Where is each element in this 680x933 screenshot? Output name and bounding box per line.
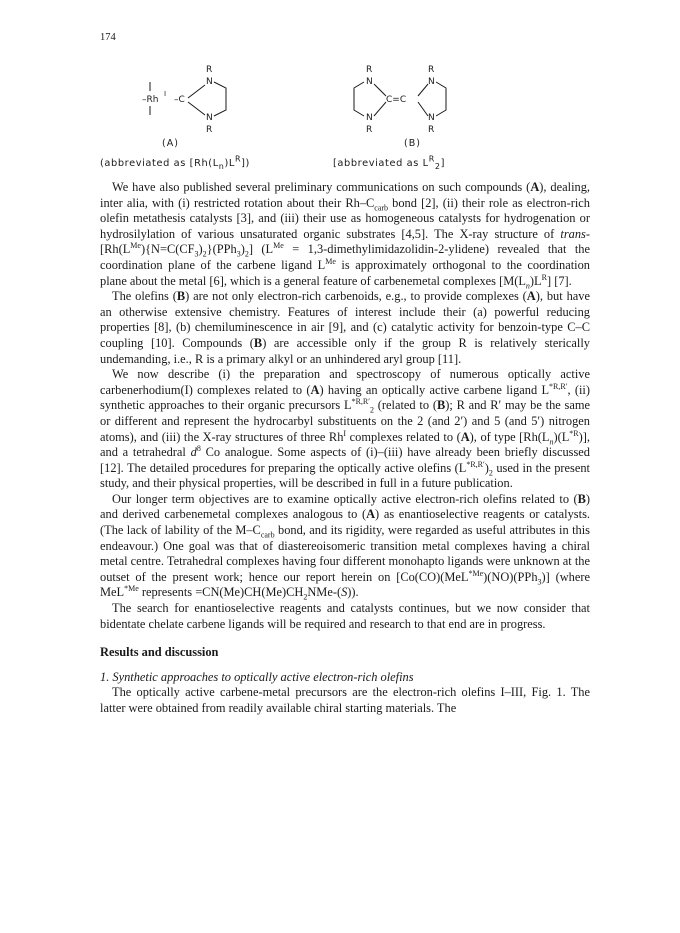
structure-a-abbreviation: (abbreviated as $[Rh(L_n)L^R]$) [100, 154, 250, 171]
paragraph-olefins: The olefins (B) are not only electron-rich carbenoids, e.g., to provide complexes (A), but have an otherwise extensive chemistry. Features of interest include their (a) powerful reducing properties [8], (b) chemiluminescence in air [9], and (c) catalytic activity for benzoin-type C–C coupling [10]. Compounds (B) are accessible only if the group R is relatively sterically undemanding, i.e., R is a primary alkyl or an unhindered aryl group [11]. [100, 289, 590, 366]
bond-b-c-n4 [418, 102, 428, 116]
bond-a-c-n-top [188, 85, 205, 98]
atom-b-c-eq-c: C=C [386, 95, 407, 105]
bond-a-ring-back [214, 82, 226, 116]
paragraph-objectives: Our longer term objectives are to examine optically active electron-rich olefins related to (B) and derived carbenemetal complexes analogous to (A) as enantioselective reagents or catalysts. (The lack of lability of the $M-C_{carb}$ bond, and its rigidity, were regarded as useful attributes in this endeavour.) One goal was that of diastereoisomeric transition metal complexes having a chiral metal centre. Tetrahedral complexes having four different monohapto ligands were unknown at the outset of the present work; hence our report herein on [Co(CO)(MeL$^{*Me}$)(NO)(PPh$_3$)] (where MeL$^{*Me}$ represents $=CN(Me)CH(Me)CH_2NMe-(S)$). [100, 491, 590, 602]
paragraph-search: The search for enantioselective reagents and catalysts continues, but we now consider that bidentate chelate carbene ligands will be required and research to that end are in progress. [100, 601, 590, 631]
bond-b-left-ring [354, 82, 364, 116]
structure-b-label: (B) [404, 138, 421, 149]
subsection-heading: 1. Synthetic approaches to optically active electron-rich olefins [100, 669, 414, 684]
atom-a-rh-ox: I [164, 90, 167, 98]
section-heading: Results and discussion [100, 645, 219, 660]
atom-b-n4: N [428, 113, 435, 123]
atom-a-c: –C [174, 95, 185, 105]
atom-a-rh: –Rh [142, 95, 159, 105]
atom-b-n3: N [366, 113, 373, 123]
page-number: 174 [100, 32, 116, 43]
bond-b-n1-c [374, 84, 386, 96]
bond-a-c-n-bottom [188, 102, 205, 115]
atom-b-n2: N [428, 77, 435, 87]
paragraph-present-work: We now describe (i) the preparation and spectroscopy of numerous optically active carbenerhodium(I) complexes related to (A) having an optically active carbene ligand $L^{*R,R'}$, (ii) synthetic approaches to their organic precursors $L^{*R,R'}_2$ (related to (B); R and R′ may be the same or different and represent the hydrocarbyl substituents on the 2 (and 2′) and 5 (and 5′) nitrogen atoms), and (iii) the X-ray structures of three $Rh^I$ complexes related to (A), of type $[Rh(L_n)(L^{*R})]$, and a tetrahedral $d^8$ Co analogue. Some aspects of (i)–(iii) have already been briefly discussed [12]. The detailed procedures for preparing the optically active olefins $(L^{*R,R'})_2$ used in the present study, and their physical properties, will be described in full in a future publication. [100, 367, 590, 491]
atom-b-n1: N [366, 77, 373, 87]
paragraph-previous-work: We have also published several preliminary communications on such compounds (A), dealing, inter alia, with (i) restricted rotation about their $Rh-C_{carb}$ bond [2], (ii) their role as electron-rich olefin metathesis catalysts [3], and (iii) their use as homogeneous catalysts for hydrogenation or hydrosilylation of various unsaturated organic substrates [4,5]. The X-ray structure of trans-$[Rh(L^{Me})\{N=C(CF_3)_2\}(PPh_3)_2] (L^{Me}$ = 1,3-dimethylimidazolidin-2-ylidene) revealed that the coordination plane of the carbene ligand $L^{Me}$ is approximately orthogonal to the coordination plane about the metal [6], which is a general feature of carbenemetal complexes $[M(L_n)L^R]$ [7]. [100, 180, 591, 291]
atom-a-n-top: N [206, 77, 213, 87]
structure-a-label: (A) [162, 138, 179, 149]
article-body [100, 180, 590, 717]
paragraph-precursors: The optically active carbene-metal precursors are the electron-rich olefins I–III, Fig. 1. The latter were obtained from readily available chiral starting materials. The [100, 685, 590, 715]
atom-a-r-bottom: R [206, 125, 213, 135]
bond-b-right-ring [436, 82, 446, 116]
atom-b-r4: R [428, 125, 435, 135]
atom-a-n-bottom: N [206, 113, 213, 123]
atom-a-r-top: R [206, 65, 213, 75]
structure-b-abbreviation: [abbreviated as $L^R_2$] [333, 154, 446, 171]
chemical-structures-figure [100, 58, 590, 176]
atom-b-r1: R [366, 65, 373, 75]
atom-b-r2: R [428, 65, 435, 75]
atom-b-r3: R [366, 125, 373, 135]
bond-b-n3-c [374, 102, 386, 116]
bond-b-c-n2 [418, 84, 428, 96]
